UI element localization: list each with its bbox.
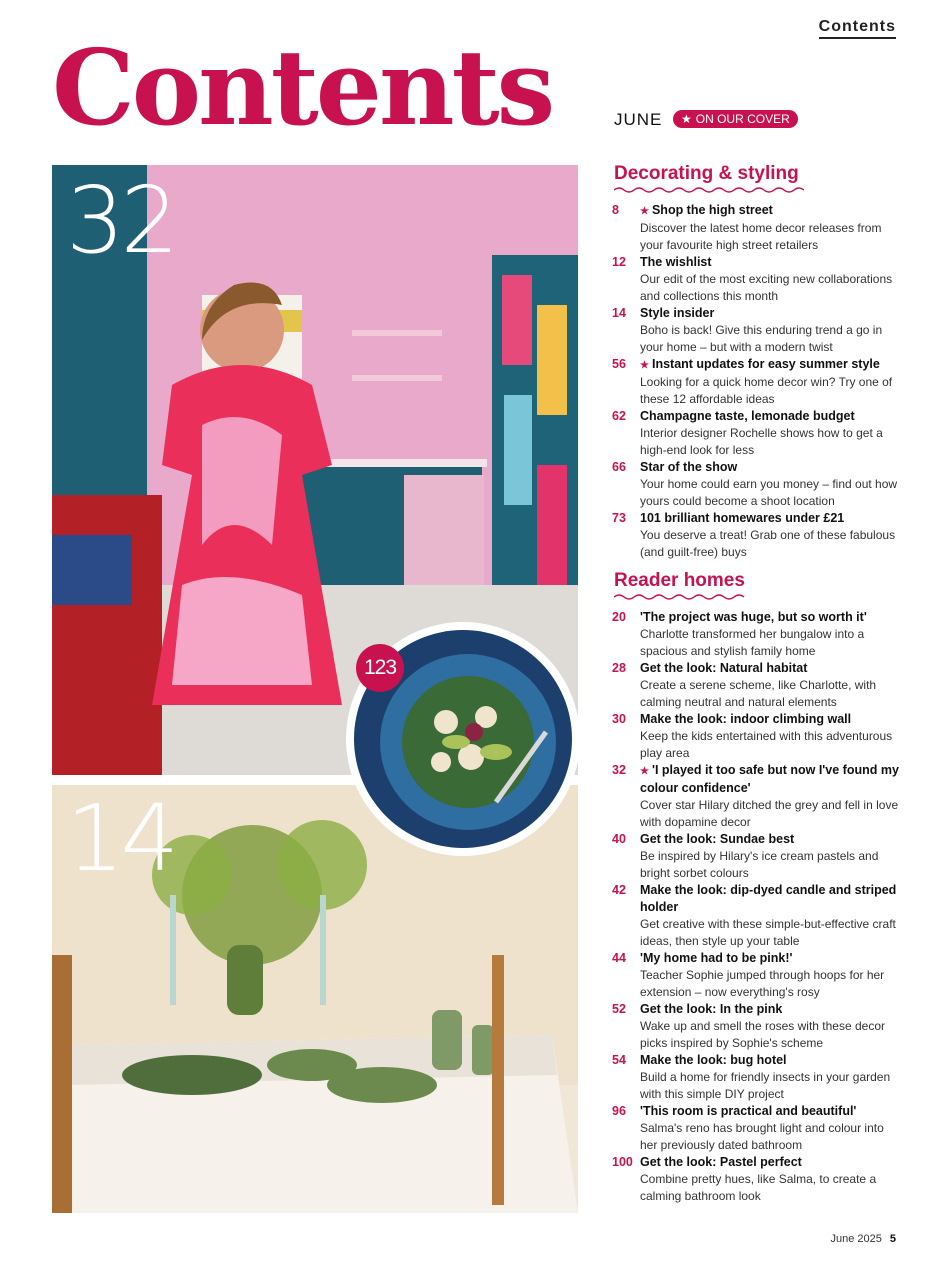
entry-page-number: 42 bbox=[612, 883, 626, 897]
entry-body bbox=[640, 510, 902, 561]
entry-page-number: 30 bbox=[612, 712, 626, 726]
entry-page-number: 96 bbox=[612, 1104, 626, 1118]
entry-body bbox=[640, 660, 902, 711]
entry-title-line bbox=[640, 609, 902, 626]
contents-entry[interactable] bbox=[612, 202, 902, 254]
entry-title: 'My home had to be pink!' bbox=[640, 951, 793, 965]
entry-title-line bbox=[640, 202, 902, 220]
entry-description: Combine pretty hues, like Salma, to create a calming bathroom look bbox=[640, 1172, 877, 1203]
entry-title: The wishlist bbox=[640, 255, 712, 269]
cover-star-icon: ★ bbox=[640, 206, 649, 217]
entry-page-number: 54 bbox=[612, 1053, 626, 1067]
entry-title: 'I played it too safe but now I've found my colour confidence' bbox=[640, 763, 899, 795]
issue-month: JUNE bbox=[614, 110, 663, 129]
entry-title: Get the look: In the pink bbox=[640, 1002, 783, 1016]
entry-body bbox=[640, 356, 902, 408]
entry-title-line bbox=[640, 459, 902, 476]
entry-page-number: 62 bbox=[612, 409, 626, 423]
entry-description: Your home could earn you money – find out how yours could become a shoot location bbox=[640, 477, 898, 508]
contents-entry[interactable] bbox=[612, 1052, 902, 1103]
feature-page-number-top: 32 bbox=[66, 167, 176, 274]
entry-page-number: 20 bbox=[612, 610, 626, 624]
entry-page-number: 66 bbox=[612, 460, 626, 474]
entry-title-line bbox=[640, 882, 902, 916]
entry-description: Be inspired by Hilary's ice cream pastels and bright sorbet colours bbox=[640, 849, 879, 880]
entry-title: Make the look: dip-dyed candle and striped holder bbox=[640, 883, 897, 914]
page-footer bbox=[830, 1233, 896, 1245]
entry-title-line bbox=[640, 762, 902, 797]
entry-title: Get the look: Pastel perfect bbox=[640, 1155, 802, 1169]
entry-body bbox=[640, 202, 902, 254]
contents-entry[interactable] bbox=[612, 950, 902, 1001]
entry-page-number: 14 bbox=[612, 306, 626, 320]
entry-page-number: 40 bbox=[612, 832, 626, 846]
contents-entry[interactable] bbox=[612, 356, 902, 408]
entry-body bbox=[640, 1103, 902, 1154]
entry-body bbox=[640, 1052, 902, 1103]
entry-title-line bbox=[640, 1052, 902, 1069]
contents-entry[interactable] bbox=[612, 609, 902, 660]
entry-page-number: 100 bbox=[612, 1155, 633, 1169]
contents-entry[interactable] bbox=[612, 882, 902, 950]
entry-description: Discover the latest home decor releases from your favourite high street retailers bbox=[640, 221, 882, 252]
entry-page-number: 73 bbox=[612, 511, 626, 525]
entry-title: Champagne taste, lemonade budget bbox=[640, 409, 855, 423]
contents-entry[interactable] bbox=[612, 660, 902, 711]
entry-title-line bbox=[640, 1103, 902, 1120]
contents-entry[interactable] bbox=[612, 1103, 902, 1154]
entry-description: Salma's reno has brought light and colour into her previously dated bathroom bbox=[640, 1121, 884, 1152]
footer-issue: June 2025 bbox=[830, 1233, 882, 1245]
entry-title: 'This room is practical and beautiful' bbox=[640, 1104, 857, 1118]
entry-body bbox=[640, 408, 902, 459]
entry-title: Instant updates for easy summer style bbox=[651, 357, 880, 371]
entry-title-line bbox=[640, 254, 902, 271]
entry-title-line bbox=[640, 1001, 902, 1018]
entry-description: You deserve a treat! Grab one of these fabulous (and guilt-free) buys bbox=[640, 528, 896, 559]
entry-page-number: 44 bbox=[612, 951, 626, 965]
entry-title: Make the look: indoor climbing wall bbox=[640, 712, 852, 726]
section-heading-reader-homes: Reader homes bbox=[614, 570, 745, 591]
entry-body bbox=[640, 254, 902, 305]
entry-description: Build a home for friendly insects in your garden with this simple DIY project bbox=[640, 1070, 891, 1101]
entry-body bbox=[640, 882, 902, 950]
entry-title: 101 brilliant homewares under £21 bbox=[640, 511, 845, 525]
entry-title-line bbox=[640, 950, 902, 967]
entry-page-number: 8 bbox=[612, 203, 619, 217]
entry-description: Looking for a quick home decor win? Try one of these 12 affordable ideas bbox=[640, 375, 893, 406]
contents-entry[interactable] bbox=[612, 1154, 902, 1205]
footer-page-number: 5 bbox=[889, 1233, 896, 1245]
entry-title-line bbox=[640, 305, 902, 322]
page-label: Contents bbox=[819, 18, 896, 39]
entry-description: Create a serene scheme, like Charlotte, with calming neutral and natural elements bbox=[640, 678, 877, 709]
section-heading-decorating: Decorating & styling bbox=[614, 163, 799, 184]
entry-body bbox=[640, 1001, 902, 1052]
contents-entry[interactable] bbox=[612, 510, 902, 561]
entry-title: Make the look: bug hotel bbox=[640, 1053, 787, 1067]
contents-list-reader-homes bbox=[612, 609, 902, 1205]
entry-title: Shop the high street bbox=[651, 203, 773, 217]
entry-description: Wake up and smell the roses with these decor picks inspired by Sophie's scheme bbox=[640, 1019, 886, 1050]
entry-page-number: 32 bbox=[612, 763, 626, 777]
contents-entry[interactable] bbox=[612, 459, 902, 510]
entry-description: Teacher Sophie jumped through hoops for her extension – now everything's rosy bbox=[640, 968, 885, 999]
page-title: Contents bbox=[52, 26, 553, 149]
entry-description: Cover star Hilary ditched the grey and fell in love with dopamine decor bbox=[640, 798, 899, 829]
entry-page-number: 52 bbox=[612, 1002, 626, 1016]
entry-title-line bbox=[640, 408, 902, 425]
contents-entry[interactable] bbox=[612, 831, 902, 882]
entry-body bbox=[640, 459, 902, 510]
cover-star-icon: ★ bbox=[640, 360, 649, 371]
entry-description: Interior designer Rochelle shows how to get a high-end look for less bbox=[640, 426, 883, 457]
entry-title: Get the look: Sundae best bbox=[640, 832, 795, 846]
contents-entry[interactable] bbox=[612, 254, 902, 305]
entry-description: Keep the kids entertained with this adventurous play area bbox=[640, 729, 893, 760]
star-icon: ★ bbox=[681, 112, 692, 126]
feature-page-number-circle: 123 bbox=[356, 644, 404, 692]
cover-legend-badge bbox=[673, 110, 798, 128]
entry-title: 'The project was huge, but so worth it' bbox=[640, 610, 867, 624]
contents-entry[interactable] bbox=[612, 1001, 902, 1052]
cover-star-icon: ★ bbox=[640, 766, 649, 777]
entry-title-line bbox=[640, 356, 902, 374]
entry-page-number: 56 bbox=[612, 357, 626, 371]
heading-underline bbox=[614, 186, 804, 194]
entry-description: Boho is back! Give this enduring trend a go in your home – but with a modern twist bbox=[640, 323, 883, 354]
contents-entry[interactable] bbox=[612, 408, 902, 459]
entry-body bbox=[640, 831, 902, 882]
entry-title: Get the look: Natural habitat bbox=[640, 661, 808, 675]
contents-list-decorating bbox=[612, 202, 902, 561]
entry-title-line bbox=[640, 660, 902, 677]
entry-body bbox=[640, 762, 902, 831]
entry-title-line bbox=[640, 1154, 902, 1171]
entry-body bbox=[640, 1154, 902, 1205]
entry-body bbox=[640, 950, 902, 1001]
entry-body bbox=[640, 711, 902, 762]
feature-page-number-bottom: 14 bbox=[66, 785, 176, 892]
entry-description: Get creative with these simple-but-effective craft ideas, then style up your table bbox=[640, 917, 896, 948]
entry-description: Charlotte transformed her bungalow into a spacious and stylish family home bbox=[640, 627, 865, 658]
entry-page-number: 28 bbox=[612, 661, 626, 675]
heading-underline bbox=[614, 593, 752, 601]
entry-title-line bbox=[640, 831, 902, 848]
contents-entry[interactable] bbox=[612, 711, 902, 762]
entry-title-line bbox=[640, 510, 902, 527]
entry-title-line bbox=[640, 711, 902, 728]
contents-entry[interactable] bbox=[612, 762, 902, 831]
entry-description: Our edit of the most exciting new collaborations and collections this month bbox=[640, 272, 893, 303]
contents-entry[interactable] bbox=[612, 305, 902, 356]
entry-title: Star of the show bbox=[640, 460, 738, 474]
cover-legend-label: ON OUR COVER bbox=[695, 112, 790, 126]
entry-body bbox=[640, 609, 902, 660]
entry-page-number: 12 bbox=[612, 255, 626, 269]
entry-body bbox=[640, 305, 902, 356]
entry-title: Style insider bbox=[640, 306, 715, 320]
